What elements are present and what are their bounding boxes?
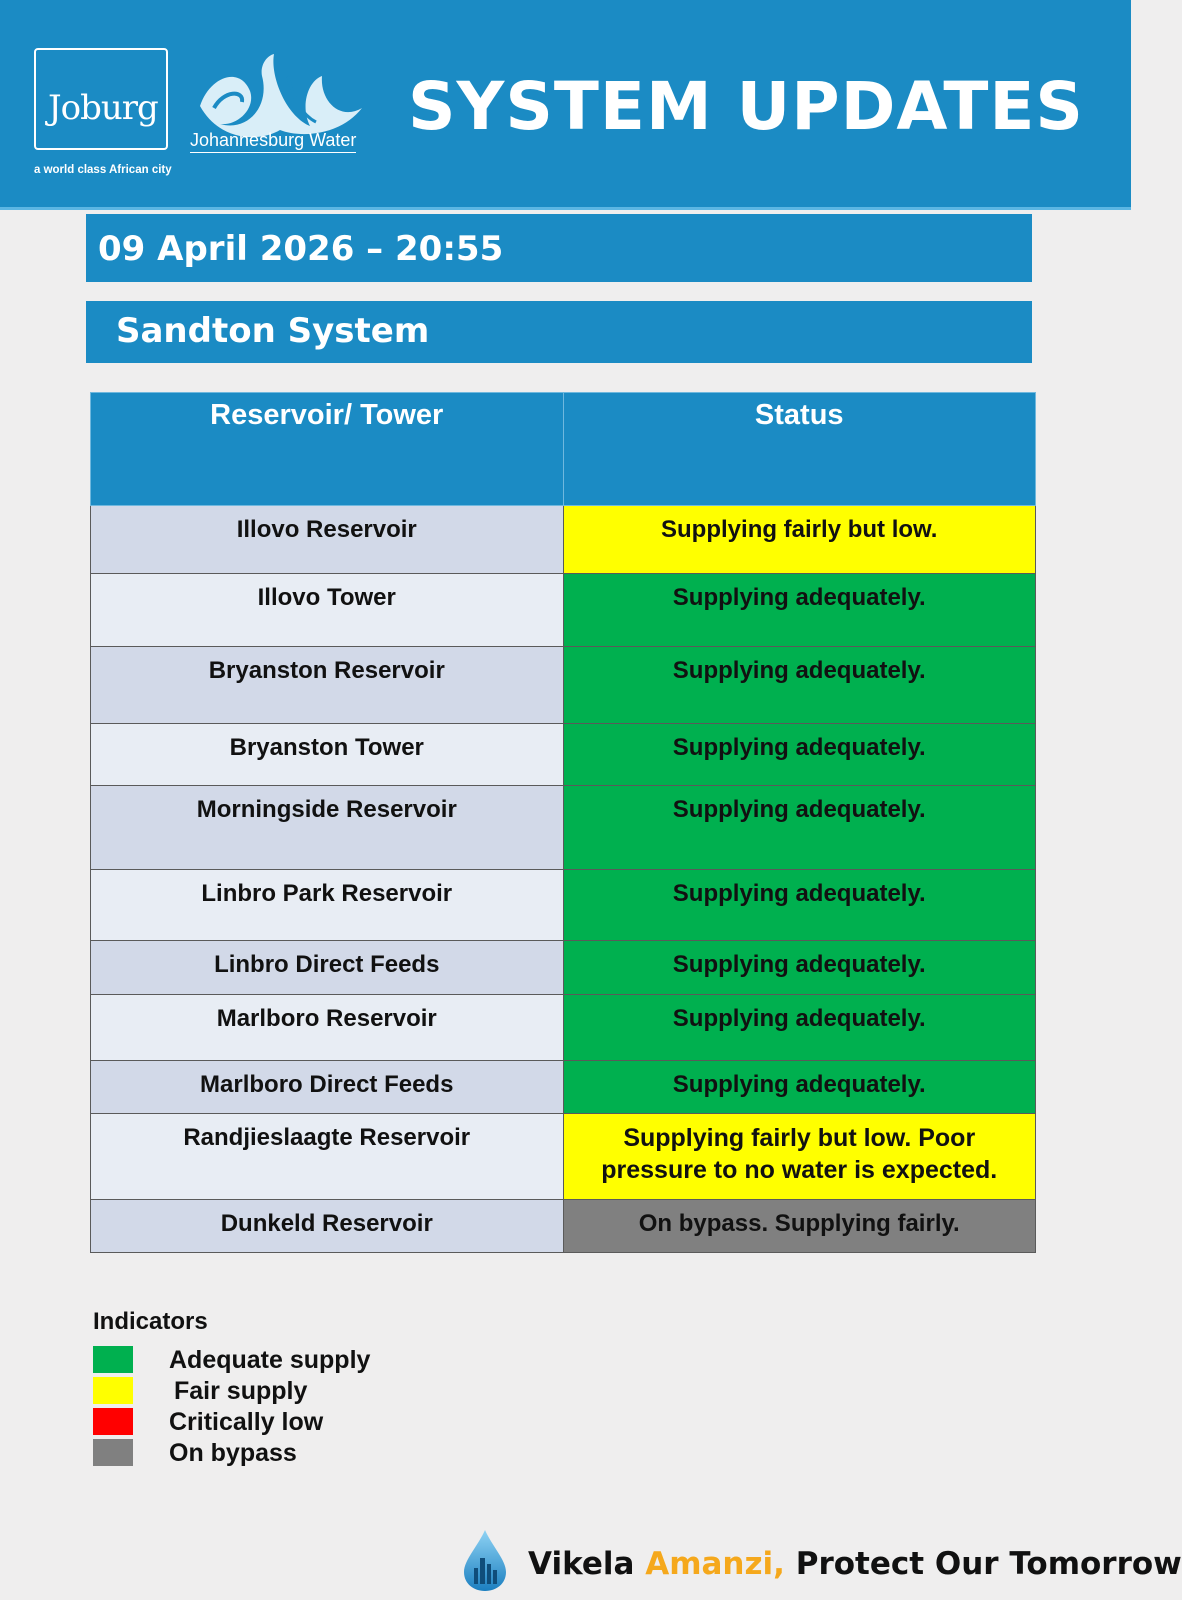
table-row [91, 506, 1036, 574]
table-row [91, 1200, 1036, 1253]
status-cell: Supplying adequately. [563, 724, 1036, 786]
indicator-swatch [93, 1439, 133, 1466]
slogan-part-2: Protect Our Tomorrow [784, 1546, 1182, 1582]
slogan-accent: Amanzi, [645, 1546, 785, 1582]
reservoir-name-cell: Dunkeld Reservoir [91, 1200, 564, 1253]
reservoir-name-cell: Linbro Park Reservoir [91, 870, 564, 941]
footer [462, 1528, 1182, 1594]
column-header-reservoir: Reservoir/ Tower [91, 393, 564, 506]
status-cell: Supplying adequately. [563, 1061, 1036, 1114]
indicator-label: On bypass [169, 1439, 297, 1467]
status-cell: Supplying adequately. [563, 786, 1036, 870]
table-row [91, 647, 1036, 724]
water-drop-city-icon [462, 1528, 508, 1592]
column-header-status: Status [563, 393, 1036, 506]
table-row [91, 1114, 1036, 1200]
joburg-logo [34, 48, 172, 164]
indicator-item [93, 1377, 308, 1408]
status-cell: Supplying fairly but low. [563, 506, 1036, 574]
status-cell: Supplying fairly but low. Poor pressure to no water is expected. [563, 1114, 1036, 1200]
reservoir-name-cell: Illovo Tower [91, 574, 564, 647]
indicator-item [93, 1346, 371, 1377]
reservoir-name-cell: Randjieslaagte Reservoir [91, 1114, 564, 1200]
status-cell: Supplying adequately. [563, 647, 1036, 724]
footer-slogan [528, 1546, 1182, 1582]
table-row [91, 870, 1036, 941]
indicator-label: Critically low [169, 1408, 324, 1436]
table-header-row [91, 393, 1036, 506]
reservoir-name-cell: Bryanston Tower [91, 724, 564, 786]
table-row [91, 1061, 1036, 1114]
reservoir-name-cell: Linbro Direct Feeds [91, 941, 564, 995]
header-banner [0, 0, 1131, 210]
indicator-item [93, 1439, 297, 1470]
johannesburg-water-logo-text: Johannesburg Water [190, 130, 356, 153]
status-cell: Supplying adequately. [563, 995, 1036, 1061]
reservoir-name-cell: Morningside Reservoir [91, 786, 564, 870]
indicator-item [93, 1408, 324, 1439]
indicator-label: Fair supply [174, 1377, 308, 1405]
indicator-swatch [93, 1377, 133, 1404]
reservoir-name-cell: Marlboro Reservoir [91, 995, 564, 1061]
indicator-swatch [93, 1408, 133, 1435]
table-row [91, 995, 1036, 1061]
table-row [91, 941, 1036, 995]
system-name-bar: Sandton System [86, 301, 1032, 363]
page-title: SYSTEM UPDATES [408, 68, 1084, 145]
indicator-swatch [93, 1346, 133, 1373]
joburg-tagline: a world class African city [34, 164, 172, 176]
indicators-legend [93, 1308, 371, 1470]
reservoir-name-cell: Bryanston Reservoir [91, 647, 564, 724]
reservoir-name-cell: Marlboro Direct Feeds [91, 1061, 564, 1114]
date-time-bar: 09 April 2026 – 20:55 [86, 214, 1032, 282]
table-row [91, 574, 1036, 647]
status-cell: Supplying adequately. [563, 941, 1036, 995]
status-cell: Supplying adequately. [563, 574, 1036, 647]
status-table [90, 392, 1036, 1253]
slogan-part-1: Vikela [528, 1546, 646, 1582]
table-row [91, 724, 1036, 786]
table-row [91, 786, 1036, 870]
reservoir-name-cell: Illovo Reservoir [91, 506, 564, 574]
indicator-label: Adequate supply [169, 1346, 371, 1374]
joburg-logo-text: Joburg [48, 88, 158, 128]
status-cell: On bypass. Supplying fairly. [563, 1200, 1036, 1253]
status-cell: Supplying adequately. [563, 870, 1036, 941]
indicators-title: Indicators [93, 1308, 208, 1335]
